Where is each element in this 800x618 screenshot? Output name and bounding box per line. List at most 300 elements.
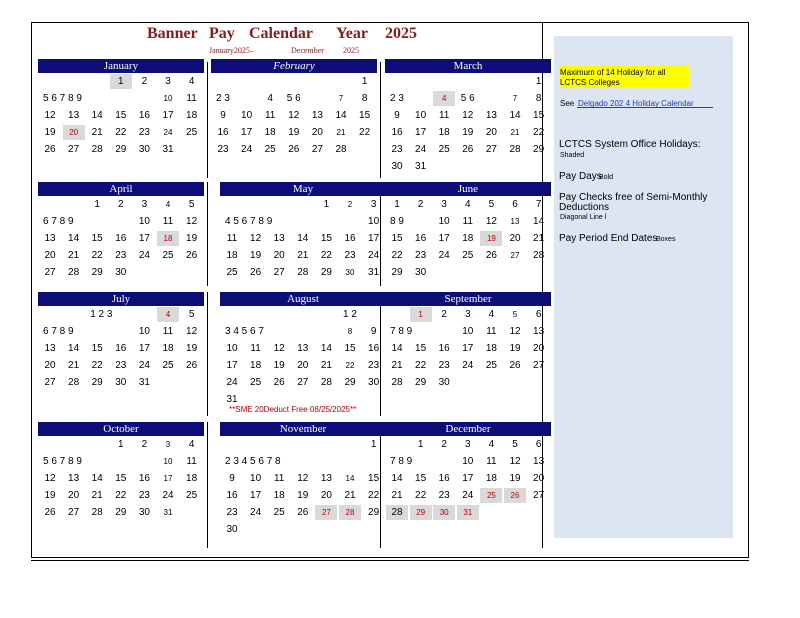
day-cell: 4 [188, 76, 195, 87]
week-row [38, 323, 204, 340]
day-cell: 15 [115, 473, 127, 484]
week-row [220, 306, 386, 323]
week-row [385, 453, 551, 470]
day-cell: 17 [415, 127, 427, 138]
system-office-holidays: LCTCS System Office Holidays: [559, 139, 701, 150]
week-row [220, 521, 386, 538]
day-cell: 13 [533, 456, 545, 467]
day-cell: 27 [68, 507, 80, 518]
day-cell: 31 [368, 267, 380, 278]
shaded-label: Shaded [560, 152, 585, 159]
day-cell: 24 [415, 144, 427, 155]
day-cell: 21 [336, 128, 346, 137]
day-cell: 17 [138, 343, 150, 354]
day-cell: 30 [115, 267, 127, 278]
day-cell: 1 [94, 199, 100, 210]
day-cell: 24 [462, 490, 474, 501]
week-row [38, 141, 204, 158]
day-cell: 29 [91, 377, 103, 388]
day-cell: 21 [91, 127, 103, 138]
day-cell: 16 [391, 127, 403, 138]
day-cell: 13 [68, 473, 80, 484]
day-cell: 26 [509, 360, 521, 371]
month-header: March [385, 59, 551, 73]
week-row [220, 247, 386, 264]
month-january [38, 59, 204, 158]
day-cell: 2 [141, 439, 148, 450]
day-cell: 5 6 [286, 93, 301, 104]
day-cell: 25 [438, 144, 450, 155]
day-cell: 9 [220, 110, 226, 121]
day-cell: 23 [138, 490, 150, 501]
column-divider [207, 62, 208, 178]
day-cell: 11 [486, 326, 497, 337]
day-cell: 25 [186, 490, 198, 501]
week-row [220, 374, 386, 391]
day-cell: 4 [165, 200, 171, 209]
week-row [220, 230, 386, 247]
week-row [385, 213, 551, 230]
day-cell: 10 [163, 457, 173, 466]
day-cell: 10 [438, 216, 450, 227]
day-cell: 14 [335, 110, 347, 121]
day-cell: 29 [115, 144, 127, 155]
day-cell: 22 [368, 490, 380, 501]
day-cell: 11 [186, 456, 197, 467]
day-cell: 26 [273, 377, 285, 388]
day-cell: 27 [68, 144, 80, 155]
subtitle-start: January2025– [209, 46, 254, 55]
day-cell: 23 [138, 127, 150, 138]
day-cell: 3 [441, 199, 447, 210]
day-cell: 30 [138, 507, 150, 518]
day-cell: 27 [510, 251, 520, 260]
month-september [385, 292, 551, 391]
day-cell: 16 [138, 473, 150, 484]
day-cell: 27 [533, 360, 545, 371]
pay-period-label: Pay Period End Dates [559, 233, 658, 244]
week-row [220, 453, 386, 470]
day-cell: 7 [535, 199, 542, 210]
day-cell: 23 [115, 360, 127, 371]
day-cell: 28 [91, 507, 103, 518]
week-row [38, 374, 204, 391]
day-cell: 21 [510, 128, 520, 137]
day-cell: 12 [288, 110, 300, 121]
day-cell: 30 [433, 505, 455, 520]
day-cell: 25 [480, 488, 502, 503]
day-cell: 6 [535, 439, 542, 450]
pay-days-label: Pay Days [559, 171, 602, 182]
week-row [38, 90, 204, 107]
day-cell: 12 [186, 326, 198, 337]
week-row [38, 124, 204, 141]
day-cell: 14 [91, 473, 103, 484]
day-cell: 3 4 5 6 7 [225, 326, 264, 337]
day-cell: 8 [535, 93, 542, 104]
day-cell: 8 [361, 93, 368, 104]
day-cell: 2 [417, 199, 424, 210]
day-cell: 5 6 [460, 93, 475, 104]
week-row [220, 340, 386, 357]
day-cell: 26 [288, 144, 300, 155]
day-cell: 1 [417, 439, 424, 450]
day-cell: 29 [533, 144, 545, 155]
day-cell: 20 [63, 125, 85, 140]
day-cell: 11 [462, 216, 473, 227]
month-header: April [38, 182, 204, 196]
day-cell: 19 [44, 490, 56, 501]
day-cell: 3 [141, 199, 148, 210]
day-cell: 18 [226, 250, 238, 261]
day-cell: 16 [226, 490, 238, 501]
day-cell: 17 [438, 233, 450, 244]
day-cell: 25 [462, 250, 474, 261]
day-cell: 10 [368, 216, 380, 227]
day-cell: 20 [297, 360, 309, 371]
day-cell: 3 [465, 439, 471, 450]
day-cell: 11 [186, 93, 197, 104]
day-cell: 18 [438, 127, 450, 138]
day-cell: 12 [297, 473, 309, 484]
day-cell: 17 [250, 490, 262, 501]
day-cell: 29 [368, 507, 380, 518]
day-cell: 15 [359, 110, 371, 121]
day-cell: 2 [118, 199, 124, 210]
day-cell: 13 [510, 217, 520, 226]
day-cell: 15 [415, 343, 427, 354]
day-cell: 4 [465, 199, 471, 210]
day-cell: 15 [91, 343, 103, 354]
month-header: November [220, 422, 386, 436]
day-cell: 26 [186, 250, 198, 261]
month-header: October [38, 422, 204, 436]
day-cell: 17 [462, 473, 474, 484]
week-row [385, 73, 551, 90]
day-cell: 6 7 8 9 [43, 216, 74, 227]
day-cell: 20 [68, 490, 80, 501]
day-cell: 1 [361, 76, 368, 87]
day-cell: 25 [250, 377, 262, 388]
bottom-rule [31, 560, 749, 561]
day-cell: 12 [186, 216, 198, 227]
day-cell: 30 [345, 268, 355, 277]
day-cell: 22 [115, 490, 127, 501]
day-cell: 1 [535, 76, 542, 87]
deductions-label: Deductions [559, 202, 610, 213]
day-cell: 20 [273, 250, 285, 261]
title-word-year: Year [336, 25, 368, 42]
day-cell: 17 [163, 474, 173, 483]
day-cell: 16 [217, 127, 229, 138]
delgado-holiday-link[interactable]: Delgado 202 4 Holiday Calendar [578, 99, 694, 108]
day-cell: 28 [509, 144, 521, 155]
day-cell: 10 [415, 110, 427, 121]
day-cell: 19 [288, 127, 300, 138]
week-row [385, 158, 551, 175]
day-cell: 29 [391, 267, 403, 278]
week-row [211, 141, 377, 158]
day-cell: 13 [320, 473, 332, 484]
day-cell: 18 [186, 473, 198, 484]
day-cell: 19 [509, 473, 521, 484]
day-cell: 20 [44, 250, 56, 261]
month-header: September [385, 292, 551, 306]
week-row [385, 374, 551, 391]
day-cell: 10 [138, 326, 150, 337]
day-cell: 16 [438, 473, 450, 484]
week-row [38, 230, 204, 247]
boxes-label: Boxes [656, 236, 676, 243]
day-cell: 12 [509, 456, 521, 467]
day-cell: 30 [138, 144, 150, 155]
day-cell: 25 [485, 360, 497, 371]
day-cell: 14 [297, 233, 309, 244]
day-cell: 29 [91, 267, 103, 278]
day-cell: 16 [368, 343, 380, 354]
day-cell: 5 6 7 8 9 [43, 456, 82, 467]
day-cell: 12 [44, 473, 56, 484]
day-cell: 15 [415, 473, 427, 484]
day-cell: 18 [162, 343, 174, 354]
day-cell: 23 [115, 250, 127, 261]
month-july [38, 292, 204, 391]
day-cell: 19 [462, 127, 474, 138]
day-cell: 10 [138, 216, 150, 227]
column-divider [207, 292, 208, 416]
day-cell: 15 [320, 233, 332, 244]
day-cell: 25 [226, 267, 238, 278]
day-cell: 19 [250, 250, 262, 261]
day-cell: 24 [462, 360, 474, 371]
day-cell: 21 [344, 490, 356, 501]
day-cell: 17 [138, 233, 150, 244]
day-cell: 16 [115, 343, 127, 354]
day-cell: 20 [44, 360, 56, 371]
day-cell: 6 [512, 199, 518, 210]
day-cell: 22 [345, 361, 355, 370]
day-cell: 30 [226, 524, 238, 535]
day-cell: 18 [186, 110, 198, 121]
day-cell: 1 [410, 307, 432, 322]
day-cell: 2 [441, 309, 447, 320]
day-cell: 24 [438, 250, 450, 261]
week-row [211, 124, 377, 141]
day-cell: 14 [509, 110, 521, 121]
week-row [38, 436, 204, 453]
day-cell: 14 [345, 474, 355, 483]
day-cell: 4 [433, 91, 455, 106]
day-cell: 26 [44, 144, 56, 155]
week-row [385, 323, 551, 340]
week-row [385, 230, 551, 247]
day-cell: 1 2 [343, 309, 357, 320]
month-october [38, 422, 204, 521]
day-cell: 30 [115, 377, 127, 388]
day-cell: 22 [91, 360, 103, 371]
day-cell: 28 [297, 267, 309, 278]
day-cell: 2 [347, 200, 353, 209]
day-cell: 18 [485, 343, 497, 354]
day-cell: 26 [485, 250, 497, 261]
day-cell: 21 [68, 250, 80, 261]
day-cell: 23 [226, 507, 238, 518]
day-cell: 18 [157, 231, 179, 246]
day-cell: 31 [226, 394, 238, 405]
day-cell: 2 [141, 76, 148, 87]
day-cell: 4 [488, 439, 495, 450]
month-header: December [385, 422, 551, 436]
week-row [220, 323, 386, 340]
week-row [38, 107, 204, 124]
day-cell: 21 [320, 360, 332, 371]
day-cell: 15 [344, 343, 356, 354]
title-word-2025: 2025 [385, 25, 417, 42]
day-cell: 26 [44, 507, 56, 518]
week-row [220, 436, 386, 453]
column-divider [207, 422, 208, 548]
day-cell: 23 [368, 360, 380, 371]
day-cell: 25 [162, 360, 174, 371]
day-cell: 15 [391, 233, 403, 244]
subtitle-end: 2025 [343, 46, 359, 55]
day-cell: 27 [485, 144, 497, 155]
day-cell: 30 [438, 377, 450, 388]
day-cell: 25 [186, 127, 198, 138]
day-cell: 24 [368, 250, 380, 261]
week-row [385, 124, 551, 141]
day-cell: 24 [241, 144, 253, 155]
max-holiday-line1: Maximum of 14 Holiday for all [560, 68, 666, 77]
day-cell: 10 [241, 110, 253, 121]
day-cell: 9 [229, 473, 235, 484]
month-header: August [220, 292, 386, 306]
day-cell: 22 [91, 250, 103, 261]
week-row [385, 436, 551, 453]
day-cell: 13 [533, 326, 545, 337]
day-cell: 28 [391, 377, 403, 388]
day-cell: 1 2 3 [90, 309, 113, 320]
day-cell: 18 [264, 127, 276, 138]
max-holiday-line2: LCTCS Colleges [560, 78, 620, 87]
day-cell: 9 [370, 326, 377, 337]
day-cell: 12 [509, 326, 521, 337]
day-cell: 27 [273, 267, 285, 278]
day-cell: 28 [68, 377, 80, 388]
day-cell: 3 [165, 440, 171, 449]
day-cell: 20 [320, 490, 332, 501]
day-cell: 28 [320, 377, 332, 388]
day-cell: 20 [533, 473, 545, 484]
day-cell: 22 [320, 250, 332, 261]
day-cell: 13 [44, 343, 56, 354]
column-divider [207, 182, 208, 286]
week-row [38, 73, 204, 90]
week-row [385, 504, 551, 521]
day-cell: 6 [535, 309, 542, 320]
day-cell: 8 [347, 327, 353, 336]
day-cell: 19 [44, 127, 56, 138]
day-cell: 7 8 9 [390, 456, 413, 467]
day-cell: 12 [44, 110, 56, 121]
day-cell: 26 [186, 360, 198, 371]
day-cell: 31 [138, 377, 150, 388]
day-cell: 21 [533, 233, 545, 244]
month-header: July [38, 292, 204, 306]
day-cell: 2 3 4 5 6 7 8 [225, 456, 281, 467]
day-cell: 22 [415, 360, 427, 371]
day-cell: 11 [226, 233, 238, 244]
day-cell: 20 [509, 233, 521, 244]
day-cell: 1 [118, 439, 124, 450]
day-cell: 10 [226, 343, 238, 354]
week-row [38, 487, 204, 504]
day-cell: 17 [462, 343, 474, 354]
day-cell: 17 [162, 110, 174, 121]
day-cell: 27 [533, 490, 545, 501]
day-cell: 13 [485, 110, 497, 121]
week-row [38, 504, 204, 521]
day-cell: 14 [320, 343, 332, 354]
day-cell: 12 [250, 233, 262, 244]
week-row [385, 470, 551, 487]
day-cell: 11 [438, 110, 450, 121]
day-cell: 6 7 8 9 [43, 326, 74, 337]
month-header: February [211, 59, 377, 73]
day-cell: 29 [115, 507, 127, 518]
week-row [220, 470, 386, 487]
week-row [385, 264, 551, 281]
day-cell: 22 [533, 127, 545, 138]
week-row [220, 504, 386, 521]
month-august [220, 292, 386, 408]
day-cell: 23 [415, 250, 427, 261]
day-cell: 29 [415, 377, 427, 388]
week-row [38, 357, 204, 374]
day-cell: 5 [188, 199, 195, 210]
day-cell: 31 [162, 144, 174, 155]
day-cell: 25 [264, 144, 276, 155]
day-cell: 28 [339, 505, 361, 520]
month-may [220, 182, 386, 281]
day-cell: 26 [297, 507, 309, 518]
month-march [385, 59, 551, 175]
legend-panel [554, 36, 733, 538]
week-row [385, 107, 551, 124]
day-cell: 29 [344, 377, 356, 388]
day-cell: 15 [91, 233, 103, 244]
day-cell: 5 [512, 439, 518, 450]
day-cell: 8 9 [390, 216, 404, 227]
day-cell: 5 6 7 8 9 [43, 93, 82, 104]
day-cell: 23 [344, 250, 356, 261]
week-row [211, 90, 377, 107]
day-cell: 21 [391, 490, 403, 501]
day-cell: 31 [415, 161, 427, 172]
day-cell: 29 [320, 267, 332, 278]
day-cell: 22 [115, 127, 127, 138]
day-cell: 20 [311, 127, 323, 138]
day-cell: 28 [533, 250, 545, 261]
week-row [38, 196, 204, 213]
bold-label: Bold [599, 174, 614, 181]
day-cell: 10 [462, 326, 474, 337]
day-cell: 2 3 [390, 93, 404, 104]
day-cell: 7 [512, 94, 518, 103]
day-cell: 22 [391, 250, 403, 261]
week-row [385, 357, 551, 374]
day-cell: 12 [273, 343, 285, 354]
